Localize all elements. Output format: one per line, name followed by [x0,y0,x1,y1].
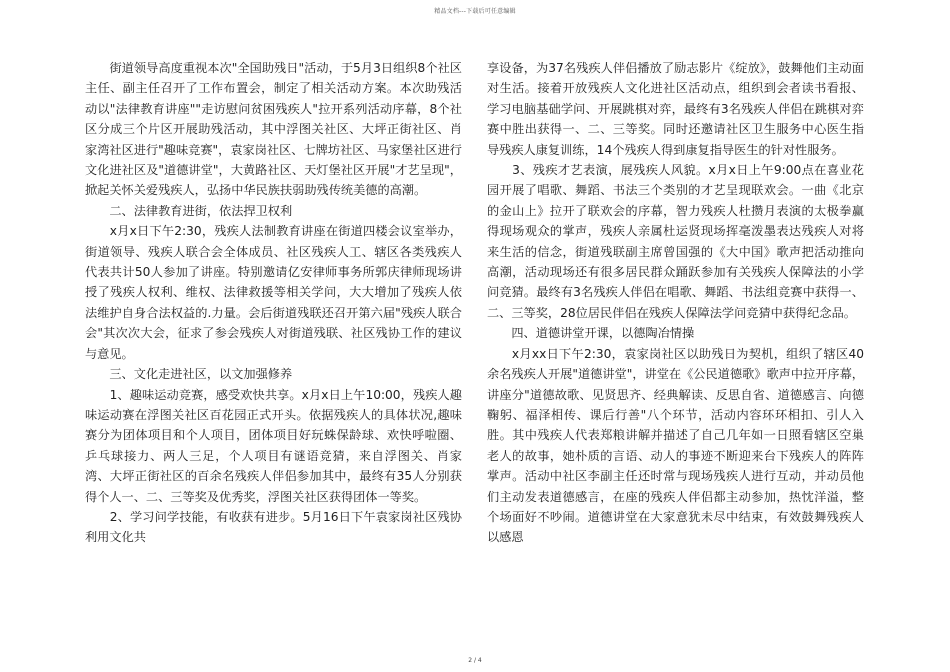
paragraph: 2、学习问学技能，有收获有进步。5月16日下午袁家岗社区残协利用文化共 [85,509,462,545]
paragraph: x月xx日下午2:30，袁家岗社区以助残日为契机，组织了辖区40余名残疾人开展"道德讲堂"，讲堂在《公民道德歌》歌声中拉开序幕，讲座分"道德故歌、见贤思齐、经典解读、反思自省、道德感言、向德鞠躬、福泽相传、课后行善"八个环节，活动内容环环相扣、引人入胜。其中残疾人代表郑粮讲解并描述了自己几年如一日照看辖区空巢老人的故事，她朴质的言语、动人的事迹不断迎来台下残疾人的阵阵掌声。活动中社区李副主任还时常与现场残疾人进行互动，并动员他们主动发表道德感言，在座的残疾人伴侣都主动参加，热忱洋溢，整个场面好不吵闹。道德讲堂在大家意犹未尽中结束，有效鼓舞残疾人以感恩 [487,346,864,545]
page-header: 精品文档---下载后可任意编辑 [434,8,516,15]
section-heading: 三、文化走进社区，以文加强修养 [85,367,293,382]
page-number: 2 / 4 [468,657,482,664]
section-heading: 二、法律教育进街，依法捍卫权利 [85,203,293,218]
section-heading: 四、道德讲堂开课，以德陶冶情操 [487,326,695,341]
paragraph: 3、残疾才艺表演，展残疾人风貌。x月x日上午9:00点在喜业花园开展了唱歌、舞蹈、书法三个类别的才艺呈现联欢会。一曲《北京的金山上》拉开了联欢会的序幕，智力残疾人杜攒月表演的太极拳赢得现场观众的掌声，残疾人亲属杜运贤现场挥毫泼墨表达残疾人对将来生活的信念，街道残联副主席曾国强的《大中国》歌声把活动推向高潮，活动现场还有很多居民群众踊跃参加有关残疾人保障法的小学问竞猜。最终有3名残疾人伴侣在唱歌、舞蹈、书法组竞赛中获得一、二、三等奖，28位居民伴侣在残疾人保障法学问竞猜中获得纪念品。 [487,163,864,320]
paragraph: x月x日下午2:30，残疾人法制教育讲座在街道四楼会议室举办，街道领导、残疾人联合会全体成员、社区残疾人工、辖区各类残疾人代表共计50人参加了讲座。特别邀请亿安律师事务所郭庆律师现场讲授了残疾人权利、维权、法律救援等相关学问，大大增加了残疾人依法维护自身合法权益的.力量。会后街道残联还召开第六届"残疾人联合会"其次次大会，征求了参会残疾人对街道残联、社区残协工作的建议与意见。 [85,224,462,361]
left-column [85,58,462,548]
right-column [487,58,864,548]
paragraph: 享设备，为37名残疾人伴侣播放了励志影片《绽放》，鼓舞他们主动面对生活。接着开放残疾人文化进社区活动点，组织到会者读书看报、学习电脑基础学问、开展跳棋对弈，最终有3名残疾人伴侣在跳棋对弈赛中胜出获得一、二、三等奖。同时还邀请社区卫生服务中心医生指导残疾人康复训练，14个残疾人得到康复指导医生的针对性服务。 [487,61,864,157]
paragraph: 1、趣味运动竞赛，感受欢快共享。x月x日上午10:00，残疾人趣味运动赛在浮图关社区百花园正式开头。依据残疾人的具体状况,趣味赛分为团体项目和个人项目，团体项目好玩蛛保龄球、欢快呼啦圈、乒乓球接力、两人三足，个人项目有谜语竞猜，来自浮图关、肖家湾、大坪正街社区的百余名残疾人伴侣参加其中，最终有35人分别获得个人一、二、三等奖及优秀奖，浮图关社区获得团体一等奖。 [85,387,462,504]
paragraph: 街道领导高度重视本次"全国助残日"活动，于5月3日组织8个社区主任、副主任召开了工作布置会，制定了相关活动方案。本次助残活动以"法律教育讲座""走访慰问贫困残疾人"拉开系列活动序幕，8个社区分成三个片区开展助残活动，其中浮图关社区、大坪正街社区、肖家湾社区进行"趣味竞赛"，袁家岗社区、七牌坊社区、马家堡社区进行文化进社区及"道德讲堂"，大黄路社区、天灯堡社区开展"才艺呈现"，掀起关怀关爱残疾人，弘扬中华民族扶弱助残传统美德的高潮。 [85,61,462,198]
